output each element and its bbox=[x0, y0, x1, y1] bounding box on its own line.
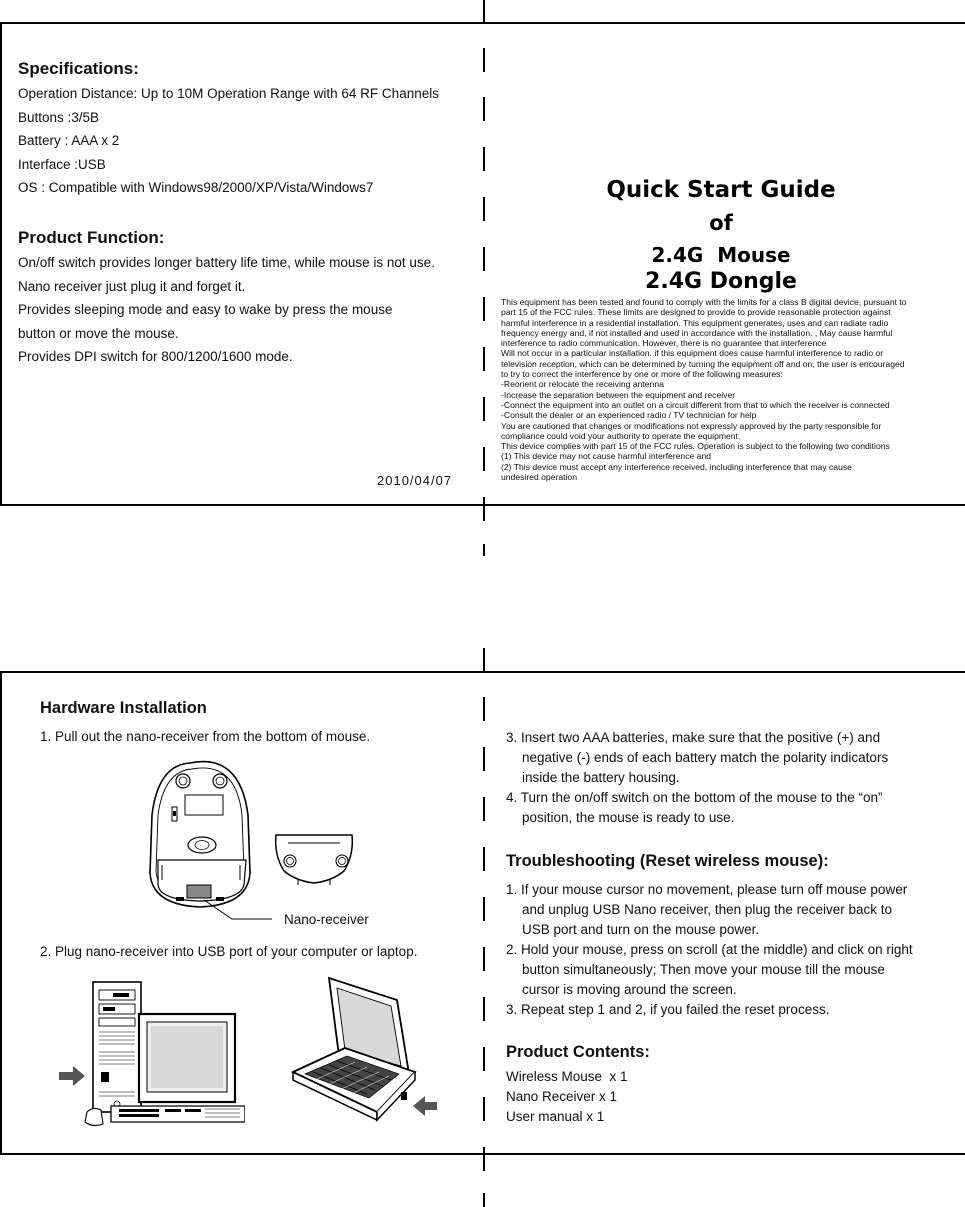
contents-line: Wireless Mouse x 1 bbox=[506, 1069, 628, 1084]
install-steps-continued bbox=[506, 728, 888, 828]
troubleshooting-line: button simultaneously; Then move your mouse till the mouse bbox=[522, 962, 885, 977]
troubleshooting-line: 1. If your mouse cursor no movement, please turn off mouse power bbox=[506, 882, 908, 897]
hardware-step-2: 2. Plug nano-receiver into USB port of your computer or laptop. bbox=[40, 944, 418, 959]
function-line: On/off switch provides longer battery life time, while mouse is not use. bbox=[18, 255, 435, 270]
step-line: negative (-) ends of each battery match the polarity indicators bbox=[522, 750, 889, 765]
product-function-heading: Product Function: bbox=[18, 228, 165, 247]
bottom-panel-left-border bbox=[0, 671, 2, 1155]
nano-receiver-label: Nano-receiver bbox=[284, 912, 369, 927]
spec-line: Buttons :3/5B bbox=[18, 109, 100, 125]
specifications-list bbox=[18, 86, 439, 204]
spec-line: Battery : AAA x 2 bbox=[18, 133, 120, 148]
spec-line: OS : Compatible with Windows98/2000/XP/Vista/Windows7 bbox=[18, 180, 374, 195]
laptop-illustration bbox=[285, 972, 445, 1122]
troubleshooting-heading: Troubleshooting (Reset wireless mouse): bbox=[506, 852, 829, 870]
troubleshooting-list bbox=[506, 880, 913, 1020]
spec-line: Interface :USB bbox=[18, 156, 106, 172]
insert-arrow-icon bbox=[59, 1066, 85, 1086]
fcc-statement: This equipment has been tested and found to comply with the limits for a class B digital device, pursuant to part 15 of the FCC rules. These limits are designed to provide to provide reasonable protection against harmful interference in a residential installation. This equipment generates, uses and can radiate radio frequency energy and, if not installed and used in accordance with the installation. , May cause harmful interference to radio communication. However, there is no guarantee that interference Will not occur in a particular installation. if this equipment does cause harmful interference to radio or television reception, which can be determined by turning the equipment off and on, the user is encouraged to try to correct the interference by one or more of the following measures: -Reorient or relocate the receiving antenna -Increase the separation between the equipment and receiver -Connect the equipment into an outlet on a circuit different from that to which the receiver is connected -Consult the dealer or an experienced radio / TV technician for help You are cautioned that changes or modifications not expressly approved by the party responsible for compliance could void your authority to operate the equipment. This device complies with part 15 of the FCC rules. Operation is subject to the following two conditions (1) This device may not cause harmful interference and (2) This device must accept any interference received, including interference that may cause undesired operation bbox=[501, 297, 907, 483]
mouse-bottom-illustration bbox=[140, 755, 470, 930]
function-line: Provides DPI switch for 800/1200/1600 mode. bbox=[18, 349, 293, 364]
hardware-installation-heading: Hardware Installation bbox=[40, 699, 207, 717]
troubleshooting-line: and unplug USB Nano receiver, then plug the receiver back to bbox=[522, 902, 892, 917]
step-line: inside the battery housing. bbox=[522, 770, 680, 785]
product-contents-heading: Product Contents: bbox=[506, 1043, 650, 1061]
guide-title: Quick Start Guide bbox=[606, 177, 836, 203]
spec-line: Operation Distance: Up to 10M Operation Range with 64 RF Channels bbox=[18, 86, 439, 101]
step-line: position, the mouse is ready to use. bbox=[522, 810, 735, 825]
hardware-step-1: 1. Pull out the nano-receiver from the bottom of mouse. bbox=[40, 729, 371, 744]
print-date: 2010/04/07 bbox=[377, 473, 453, 488]
function-line: Provides sleeping mode and easy to wake by press the mouse bbox=[18, 302, 393, 317]
troubleshooting-line: 3. Repeat step 1 and 2, if you failed the reset process. bbox=[506, 1002, 830, 1017]
contents-line: User manual x 1 bbox=[506, 1109, 605, 1124]
troubleshooting-line: USB port and turn on the mouse power. bbox=[522, 922, 760, 937]
guide-title-mouse: 2.4G Mouse bbox=[651, 243, 791, 267]
guide-title-of: of bbox=[709, 211, 733, 235]
contents-line: Nano Receiver x 1 bbox=[506, 1089, 618, 1104]
top-panel-left-border bbox=[0, 22, 2, 506]
insert-arrow-icon bbox=[413, 1096, 437, 1116]
specifications-heading: Specifications: bbox=[18, 59, 139, 78]
step-line: 4. Turn the on/off switch on the bottom of the mouse to the “on” bbox=[506, 790, 883, 805]
step-line: 3. Insert two AAA batteries, make sure that the positive (+) and bbox=[506, 730, 881, 745]
top-panel-top-border bbox=[0, 22, 965, 24]
troubleshooting-line: cursor is moving around the screen. bbox=[522, 982, 737, 997]
function-line: button or move the mouse. bbox=[18, 325, 179, 341]
product-contents-list bbox=[506, 1067, 628, 1127]
troubleshooting-line: 2. Hold your mouse, press on scroll (at the middle) and click on right bbox=[506, 942, 913, 957]
desktop-computer-illustration bbox=[55, 972, 245, 1130]
function-line: Nano receiver just plug it and forget it. bbox=[18, 278, 246, 294]
product-function-list bbox=[18, 255, 435, 373]
guide-title-dongle: 2.4G Dongle bbox=[645, 269, 797, 294]
